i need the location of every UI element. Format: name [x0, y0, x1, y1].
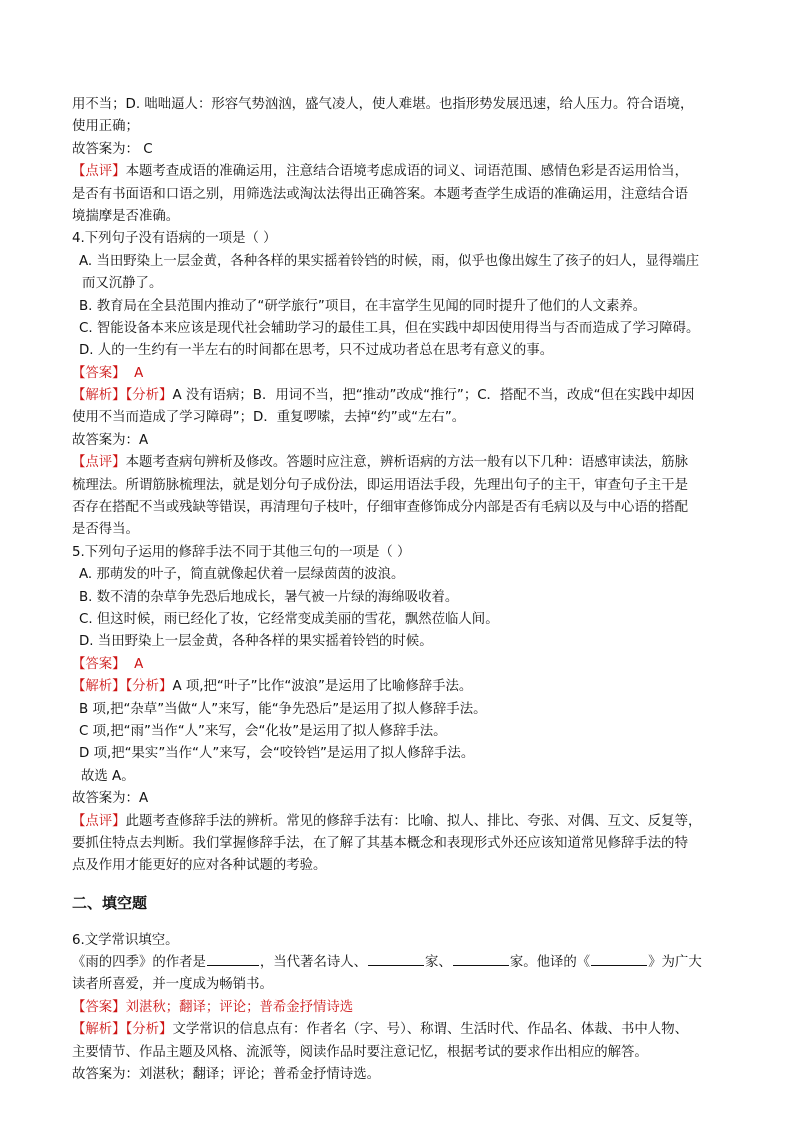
q6-text: ，当代著名诗人、	[259, 955, 368, 971]
q6-text: 家、	[425, 955, 452, 971]
answer-value: 刘湛秋；翻译；评论；普希金抒情诗选	[125, 999, 354, 1015]
q6-question-line: 读者所喜爱，并一度成为畅销书。	[72, 977, 273, 993]
q4-analysis	[72, 385, 724, 407]
q5-comment-line: 点及作用才能更好的应对各种试题的考验。	[72, 858, 327, 874]
q5-option-a: A. 那萌发的叶子，简直就像起伏着一层绿茵茵的波浪。	[79, 567, 405, 583]
q5-comment-line: 要抓住特点去判断。我们掌握修辞手法，在了解了其基本概念和表现形式外还应该知道常见修辞手法的特	[72, 835, 688, 851]
q6-final-answer: 故答案为：刘湛秋；翻译；评论；普希金抒情诗选。	[72, 1067, 380, 1083]
q5-analysis-line: C 项,把“雨”当作“人”来写，会“化妆”是运用了拟人修辞手法。	[79, 723, 447, 739]
q3-comment-line: 是否有书面语和口语之别，用筛选法或淘汰法得出正确答案。本题考查学生成语的准确运用，注意结合语	[72, 186, 688, 202]
q3-text-line: 用不当；D. 咄咄逼人：形容气势汹汹，盛气凌人，使人难堪。也指形势发展迅速，给人压力。符合语境，	[72, 97, 694, 112]
q4-comment	[72, 452, 724, 474]
q4-stem: 4.下列句子没有语病的一项是（ ）	[72, 231, 277, 247]
q6-analysis-line: 主要情节、作品主题及风格、流派等，阅读作品时要注意记忆，根据考试的要求作出相应的解答。	[72, 1044, 648, 1060]
answer-blank	[453, 953, 509, 966]
answer-value: A	[134, 656, 144, 672]
q3-comment-line: 境揣摩是否准确。	[72, 208, 180, 224]
q4-option-a: A. 当田野染上一层金黄，各种各样的果实摇着铃铛的时候，雨，似乎也像出嫁生了孩子的妇人，显得端庄	[79, 253, 700, 269]
q5-answer	[72, 654, 724, 676]
analysis-tag: 【解析】【分析】	[72, 1022, 173, 1038]
q4-comment-line: 否存在搭配不当或残缺等错误，再清理句子枝叶，仔细审查修饰成分内部是否有毛病以及与中心语的搭配	[72, 500, 688, 516]
analysis-text: A 没有语病；B．用词不当，把“推动”改成“推行”；C．搭配不当，改成“但在实践中却因	[172, 388, 695, 404]
answer-tag: 【答案】	[72, 656, 126, 672]
q5-final-answer: 故答案为：A	[72, 791, 149, 807]
answer-value: A	[134, 365, 144, 381]
q6-stem: 6.文学常识填空。	[72, 932, 179, 948]
section-title-fill-in: 二、填空题	[72, 893, 148, 912]
analysis-text: 文学常识的信息点有：作者名（字、号）、称谓、生活时代、作品名、体裁、书中人物、	[172, 1022, 688, 1038]
document-page	[72, 94, 724, 1086]
q3-final-answer: 故答案为： C	[72, 141, 153, 157]
answer-blank	[368, 953, 424, 966]
q5-option-c: C. 但这时候，雨已经化了妆，它经常变成美丽的雪花，飘然莅临人间。	[79, 611, 499, 627]
analysis-text: A 项,把“叶子”比作“波浪”是运用了比喻修辞手法。	[172, 679, 473, 695]
q6-text: 《雨的四季》的作者是	[72, 955, 206, 971]
analysis-tag: 【解析】【分析】	[72, 388, 173, 404]
q5-analysis	[72, 676, 724, 698]
comment-tag: 【点评】	[72, 455, 126, 471]
q6-analysis	[72, 1019, 724, 1041]
q4-option-b: B. 教育局在全县范围内推动了“研学旅行”项目，在丰富学生见闻的同时提升了他们的人文素养。	[79, 298, 647, 314]
q5-analysis-line: B 项,把“杂草”当做“人”来写，能“争先恐后”是运用了拟人修辞手法。	[79, 701, 487, 717]
q4-option-c: C. 智能设备本来应该是现代社会辅助学习的最佳工具，但在实践中却因使用得当与否而造成了学习障碍。	[79, 320, 700, 336]
comment-text: 此题考查修辞手法的辨析。常见的修辞手法有：比喻、拟人、排比、夸张、对偶、互文、反复等，	[125, 813, 702, 829]
comment-text: 本题考查病句辨析及修改。答题时应注意，辨析语病的方法一般有以下几种：语感审读法，筋脉	[125, 455, 688, 471]
comment-tag: 【点评】	[72, 164, 126, 180]
q5-analysis-line: D 项,把“果实”当作“人”来写，会“咬铃铛”是运用了拟人修辞手法。	[79, 746, 475, 762]
answer-blank	[207, 953, 259, 966]
analysis-tag: 【解析】【分析】	[72, 679, 173, 695]
q5-comment	[72, 811, 724, 833]
q4-comment-line: 是否得当。	[72, 522, 139, 538]
q3-comment	[72, 161, 724, 183]
q6-text: 》为广大	[648, 955, 702, 971]
q4-analysis-line: 使用不当而造成了学习障碍”；D．重复啰嗦，去掉“约”或“左右”。	[72, 410, 466, 426]
comment-text: 本题考查成语的准确运用，注意结合语境考虑成语的词义、词语范围、感情色彩是否运用恰当，	[125, 164, 688, 180]
comment-tag: 【点评】	[72, 813, 126, 829]
answer-tag: 【答案】	[72, 365, 126, 381]
q6-text: 家。他译的《	[509, 955, 591, 971]
q4-comment-line: 梳理法。所谓筋脉梳理法，就是划分句子成份法，即运用语法手段，先理出句子的主干，审查句子主干是	[72, 477, 688, 493]
q5-option-b: B. 数不清的杂草争先恐后地成长，暑气被一片绿的海绵吸收着。	[79, 589, 459, 605]
q4-final-answer: 故答案为：A	[72, 432, 149, 448]
answer-tag: 【答案】	[72, 999, 126, 1015]
q5-option-d: D. 当田野染上一层金黄，各种各样的果实摇着铃铛的时候。	[79, 634, 433, 650]
q4-option-a-cont: 而又沉静了。	[82, 276, 163, 292]
answer-blank	[591, 953, 647, 966]
q5-analysis-line: 故选 A。	[81, 768, 135, 784]
q6-answer	[72, 997, 724, 1019]
q6-question-line	[72, 952, 724, 974]
q4-option-d: D. 人的一生约有一半左右的时间都在思考，只不过成功者总在思考有意义的事。	[79, 343, 554, 359]
q4-answer	[72, 363, 724, 385]
q5-stem: 5.下列句子运用的修辞手法不同于其他三句的一项是（ ）	[72, 544, 411, 560]
q3-text-line: 使用正确；	[72, 119, 139, 135]
